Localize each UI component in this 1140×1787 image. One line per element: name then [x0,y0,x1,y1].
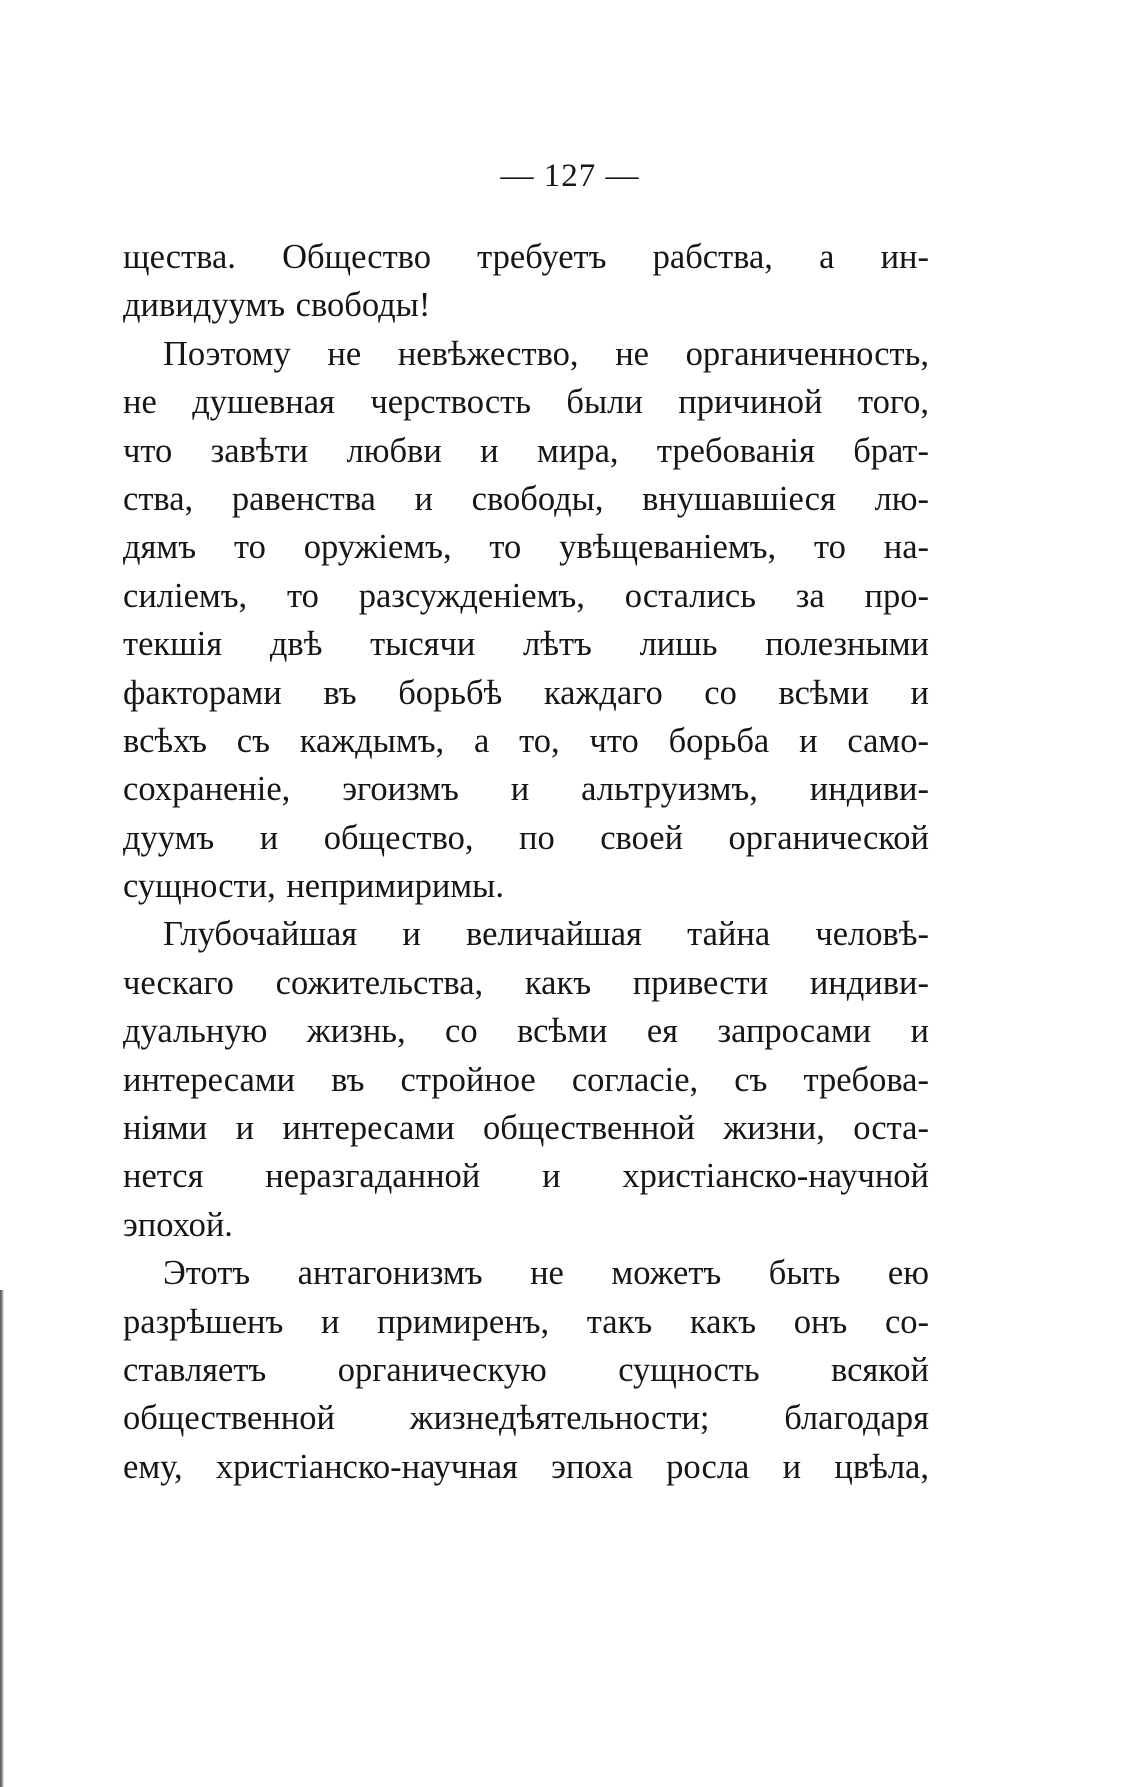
text-line: ства, равенства и свободы, внушавшіеся лю- [123,479,929,518]
text-line: дуальную жизнь, со всѣми ея запросами и [123,1012,929,1051]
text-line: ческаго сожительства, какъ привести индиви- [123,963,929,1002]
text-line: эпохой. [123,1205,233,1244]
body-text [123,233,929,1491]
text-line: дямъ то оружіемъ, то увѣщеваніемъ, то на- [123,528,929,567]
text-line: дуумъ и общество, по своей органической [123,818,929,857]
text-line: что завѣти любви и мира, требованія брат- [123,431,929,470]
text-line: щества. Общество требуетъ рабства, а ин- [123,238,929,276]
text-line: ніями и интересами общественной жизни, оста- [123,1109,929,1148]
text-line: интересами въ стройное согласіе, съ требова- [123,1060,929,1099]
text-line: не душевная черствость были причиной того, [123,383,929,422]
scan-binding-edge [0,1290,4,1787]
text-line: ему, христіанско-научная эпоха росла и цвѣла, [123,1447,929,1486]
text-line: сущности, непримиримы. [123,867,504,906]
page-number: — 127 — [500,158,640,194]
text-line: всѣхъ съ каждымъ, а то, что борьба и само- [123,721,929,760]
text-line: факторами въ борьбѣ каждаго со всѣми и [123,673,929,712]
text-line: нется неразгаданной и христіанско-научной [123,1157,929,1196]
text-line: Этотъ антагонизмъ не можетъ быть ею [163,1254,929,1293]
text-line: общественной жизнедѣятельности; благодаря [123,1399,929,1438]
text-line: дивидуумъ свободы! [123,286,431,325]
text-line: ставляетъ органическую сущность всякой [123,1350,929,1389]
text-line: Глубочайшая и величайшая тайна человѣ- [163,915,929,954]
text-line: силіемъ, то разсужденіемъ, остались за про- [123,576,929,615]
text-line: Поэтому не невѣжество, не органиченность, [163,334,929,373]
text-line: сохраненіе, эгоизмъ и альтруизмъ, индиви- [123,770,929,809]
text-line: разрѣшенъ и примиренъ, такъ какъ онъ со- [123,1302,929,1341]
text-line: текшія двѣ тысячи лѣтъ лишь полезными [123,625,929,664]
